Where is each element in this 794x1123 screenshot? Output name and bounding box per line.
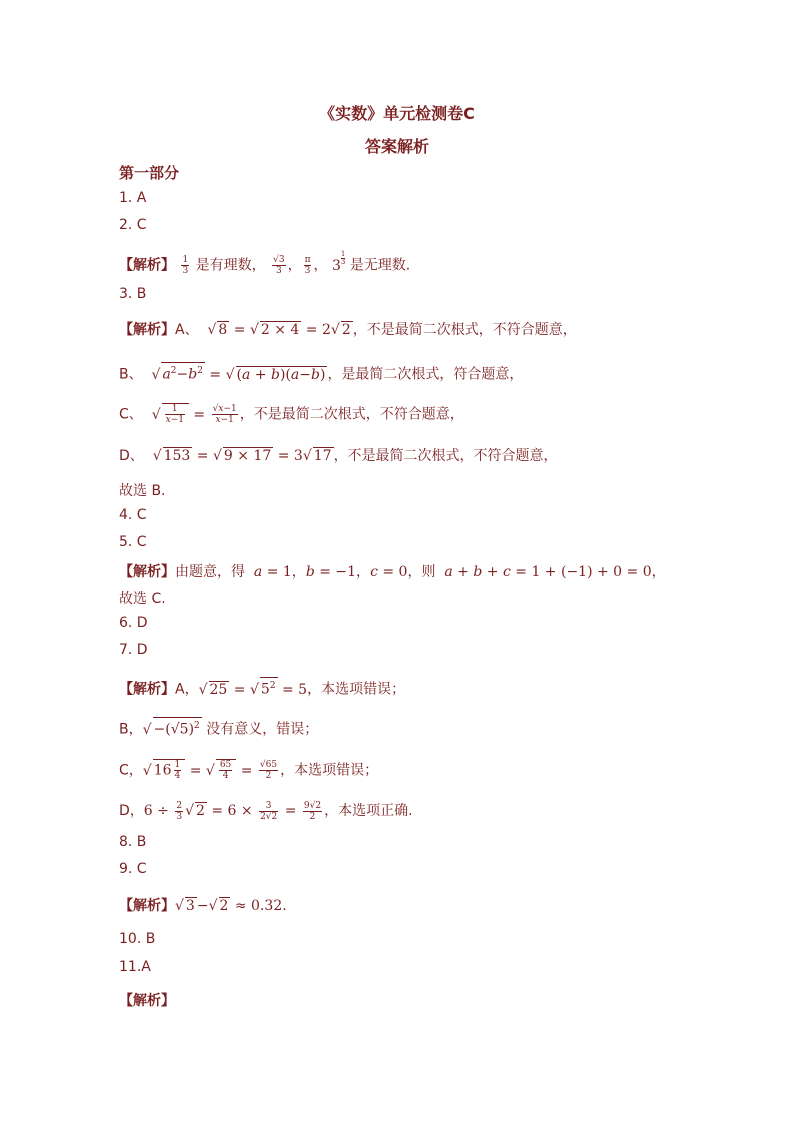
math-expression: √ 16 $\frac{1}{4}$ = √ $\frac{65}{4}$ = $\frac{√65}{2}$ (142, 760, 278, 781)
analysis-text: 是无理数. (349, 257, 411, 274)
analysis-text: ，不是最简二次根式，不符合题意， (239, 406, 464, 423)
answer-1: 1. A (119, 190, 147, 206)
answer-11: 11.A (119, 959, 151, 975)
conclusion-3: 故选 B. (119, 483, 166, 499)
option-label: B， (119, 721, 143, 738)
document-title: 《实数》单元检测卷C (319, 104, 475, 123)
analysis-tag: 【解析】 (119, 898, 175, 914)
analysis-text: ，本选项正确. (324, 803, 413, 819)
analysis-7-d (119, 800, 413, 822)
math-expression: √ 8 = √ 2 × 4 = 2√ 2 (207, 322, 351, 338)
analysis-text: ，是最简二次根式，符合题意， (327, 366, 524, 383)
math-expression: √ $\frac{1}{x-1}$ = $\frac{√x-1}{x-1}$ (151, 404, 237, 425)
analysis-7-b (119, 717, 318, 739)
analysis-text: ，则 (407, 564, 436, 580)
option-label: A， (175, 681, 199, 698)
analysis-11 (119, 990, 175, 1010)
math-expression: √ 153 = √ 9 × 17 = 3√ 17 (152, 448, 332, 464)
math-expression: a + b + c = 1 + (−1) + 0 = 0， (444, 564, 666, 580)
option-label: D， (119, 803, 144, 819)
math-fraction: $\frac{\pi}{3}$ (304, 255, 311, 277)
answer-4: 4. C (119, 507, 147, 523)
answer-2: 2. C (119, 217, 147, 233)
analysis-text: 由题意，得 (175, 564, 245, 580)
analysis-text: ≈ 0.32. (234, 898, 287, 914)
math-expression: a = 1，b = −1，c = 0 (253, 564, 408, 580)
math-expression: √ 25 = √ $5^2 = 5$ (199, 682, 308, 698)
math-fraction: $\frac{1}{3}$ (182, 255, 189, 277)
analysis-9 (119, 895, 287, 915)
answer-3: 3. B (119, 286, 147, 302)
option-label: B、 (119, 366, 143, 383)
section-heading: 第一部分 (119, 164, 180, 182)
analysis-tag: 【解析】 (119, 681, 175, 698)
answer-10: 10. B (119, 931, 156, 947)
analysis-tag: 【解析】 (119, 564, 175, 580)
math-fraction: $\frac{√3}{3}$ (273, 255, 285, 277)
analysis-3-a (119, 319, 577, 339)
math-expression: 6 ÷ $\frac{2}{3}$ √ 2 = 6 × $\frac{3}{2√2}$ = $\frac{9√2}{2}$ (143, 800, 322, 822)
math-expression: √ 3 −√ 2 (175, 898, 229, 914)
answer-5: 5. C (119, 534, 147, 550)
analysis-tag: 【解析】 (119, 993, 175, 1009)
option-label: A、 (175, 322, 199, 338)
analysis-text: 是有理数， (195, 257, 266, 274)
analysis-text: ，本选项错误； (280, 762, 379, 779)
math-expression: √ $-(√5)^2$ (143, 722, 202, 738)
math-expression: √ $a^2-b^2$ = √ (a + b)(a−b) (147, 367, 327, 383)
answer-7: 7. D (119, 642, 148, 658)
answer-9: 9. C (119, 861, 147, 877)
analysis-2: 【解析】 $\frac{1}{3}$ 是有理数， $\frac{√3}{3}$ ， $\frac{\pi}{3}$ ， 3 $\frac{1}{3}$ 是无理数. (119, 250, 411, 277)
answer-6: 6. D (119, 615, 148, 631)
option-label: D、 (119, 448, 144, 464)
analysis-3-c (119, 403, 464, 425)
analysis-text: 没有意义，错误； (206, 721, 319, 738)
analysis-7-a (119, 677, 405, 699)
analysis-5 (119, 561, 666, 581)
analysis-3-d (119, 445, 558, 465)
analysis-tag: 【解析】 (119, 322, 175, 338)
conclusion-5: 故选 C. (119, 591, 166, 607)
analysis-3-b (119, 362, 523, 384)
analysis-text: ，本选项错误； (307, 681, 406, 698)
option-label: C， (119, 762, 143, 779)
analysis-text: ，不是最简二次根式，不符合题意， (333, 448, 558, 464)
math-expression: 3 $\frac{1}{3}$ (331, 250, 346, 274)
document-subtitle: 答案解析 (364, 137, 429, 156)
answer-8: 8. B (119, 834, 147, 850)
option-label: C、 (119, 406, 143, 423)
analysis-text: ，不是最简二次根式，不符合题意， (352, 322, 577, 338)
analysis-7-c (119, 759, 378, 781)
analysis-tag: 【解析】 (119, 257, 175, 274)
